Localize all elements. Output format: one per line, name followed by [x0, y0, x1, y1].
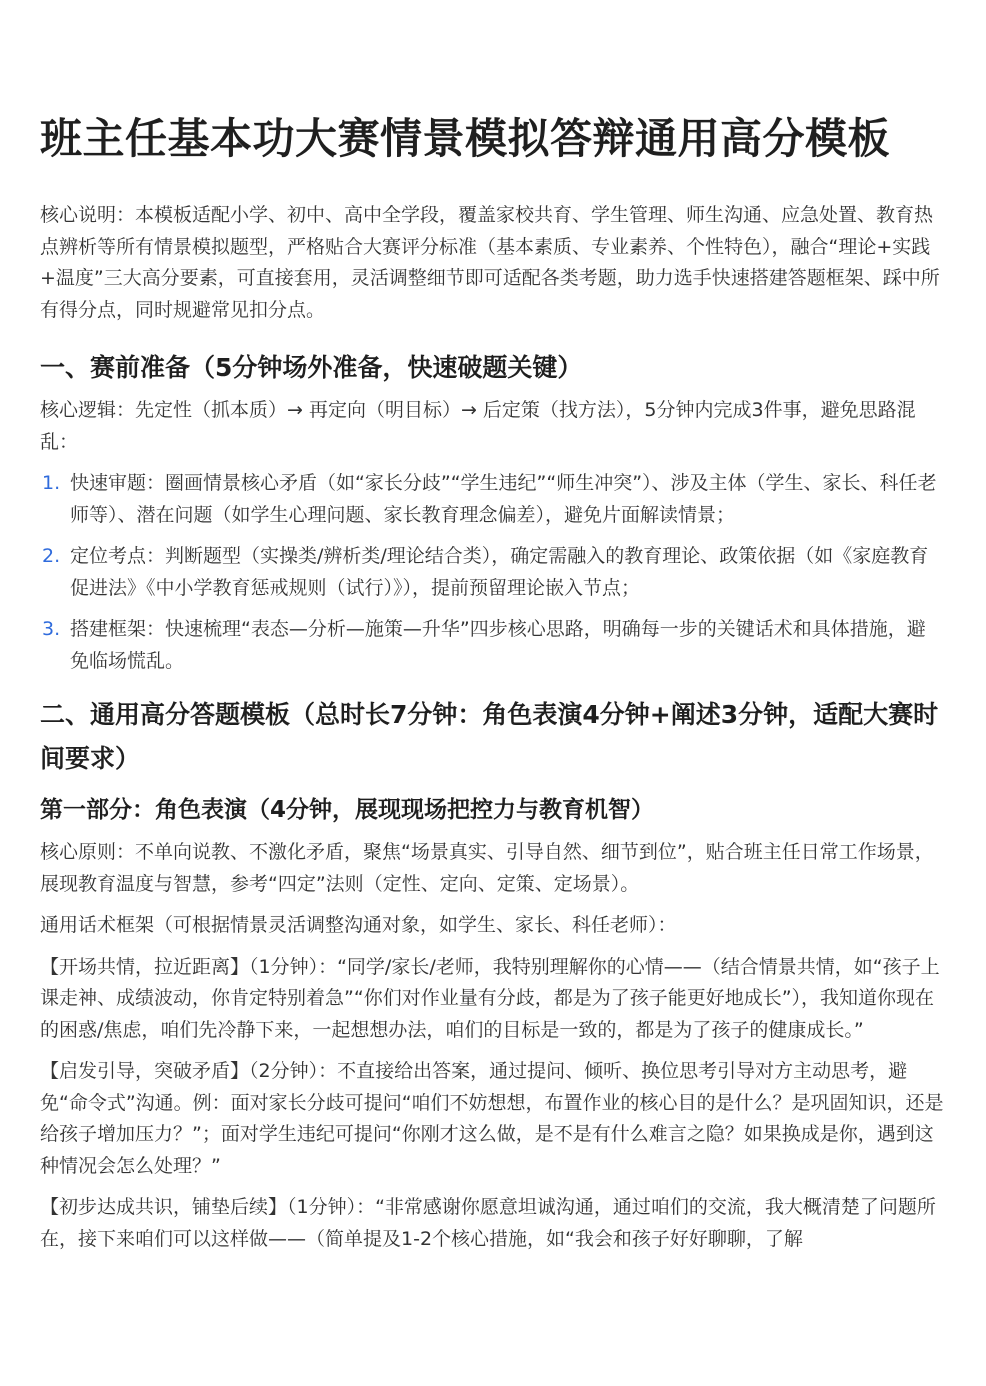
list-item-number: 3.: [42, 618, 61, 640]
list-item-text: 定位考点：判断题型（实操类/辨析类/理论结合类），确定需融入的教育理论、政策依据（如《家庭教育促进法》《中小学教育惩戒规则（试行）》），提前预留理论嵌入节点；: [70, 545, 929, 599]
section-2-heading: 二、通用高分答题模板（总时长7分钟：角色表演4分钟+阐述3分钟，适配大赛时间要求）: [40, 700, 939, 773]
part-1-framework: 通用话术框架（可根据情景灵活调整沟通对象，如学生、家长、科任老师）：: [40, 914, 677, 936]
guidance-paragraph: 【启发引导，突破矛盾】（2分钟）：不直接给出答案，通过提问、倾听、换位思考引导对方主动思考，避免“命令式”沟通。例：面对家长分歧可提问“咱们不妨想想，布置作业的核心目的是什么？是巩固知识，还是给孩子增加压力？”；面对学生违纪可提问“你刚才这么做，是不是有什么难言之隐？如果换成是你，遇到这种情况会怎么处理？”: [40, 1060, 944, 1177]
section-1-heading: 一、赛前准备（5分钟场外准备，快速破题关键）: [40, 353, 583, 382]
prep-steps-list: [40, 468, 944, 677]
list-item: [40, 468, 944, 531]
section-1-logic: 核心逻辑：先定性（抓本质）→ 再定向（明目标）→ 后定策（找方法），5分钟内完成3件事，避免思路混乱：: [40, 399, 916, 453]
list-item-number: 1.: [42, 472, 61, 494]
list-item: [40, 541, 944, 604]
consensus-paragraph: 【初步达成共识，铺垫后续】（1分钟）：“非常感谢你愿意坦诚沟通，通过咱们的交流，我大概清楚了问题所在，接下来咱们可以这样做——（简单提及1-2个核心措施，如“我会和孩子好好聊聊，了解: [40, 1196, 936, 1250]
document-title: 班主任基本功大赛情景模拟答辩通用高分模板: [40, 114, 891, 163]
opening-empathy-paragraph: 【开场共情，拉近距离】（1分钟）：“同学/家长/老师，我特别理解你的心情——（结合情景共情，如“孩子上课走神、成绩波动，你肯定特别着急”“你们对作业量有分歧，都是为了孩子能更好地成长”），我知道你现在的困惑/焦虑，咱们先冷静下来，一起想想办法，咱们的目标是一致的，都是为了孩子的健康成长。”: [40, 955, 940, 1041]
part-1-heading: 第一部分：角色表演（4分钟，展现现场把控力与教育机智）: [40, 797, 655, 823]
list-item-text: 搭建框架：快速梳理“表态—分析—施策—升华”四步核心思路，明确每一步的关键话术和具体措施，避免临场慌乱。: [70, 618, 926, 672]
list-item-text: 快速审题：圈画情景核心矛盾（如“家长分歧”“学生违纪”“师生冲突”）、涉及主体（学生、家长、科任老师等）、潜在问题（如学生心理问题、家长教育理念偏差），避免片面解读情景；: [70, 472, 937, 526]
intro-paragraph: 核心说明：本模板适配小学、初中、高中全学段，覆盖家校共育、学生管理、师生沟通、应急处置、教育热点辨析等所有情景模拟题型，严格贴合大赛评分标准（基本素质、专业素养、个性特色），融合“理论+实践+温度”三大高分要素，可直接套用，灵活调整细节即可适配各类考题，助力选手快速搭建答题框架、踩中所有得分点，同时规避常见扣分点。: [40, 204, 940, 321]
part-1-principle: 核心原则：不单向说教、不激化矛盾，聚焦“场景真实、引导自然、细节到位”，贴合班主任日常工作场景，展现教育温度与智慧，参考“四定”法则（定性、定向、定策、定场景）。: [40, 841, 934, 895]
list-item: [40, 614, 944, 677]
list-item-number: 2.: [42, 545, 61, 567]
